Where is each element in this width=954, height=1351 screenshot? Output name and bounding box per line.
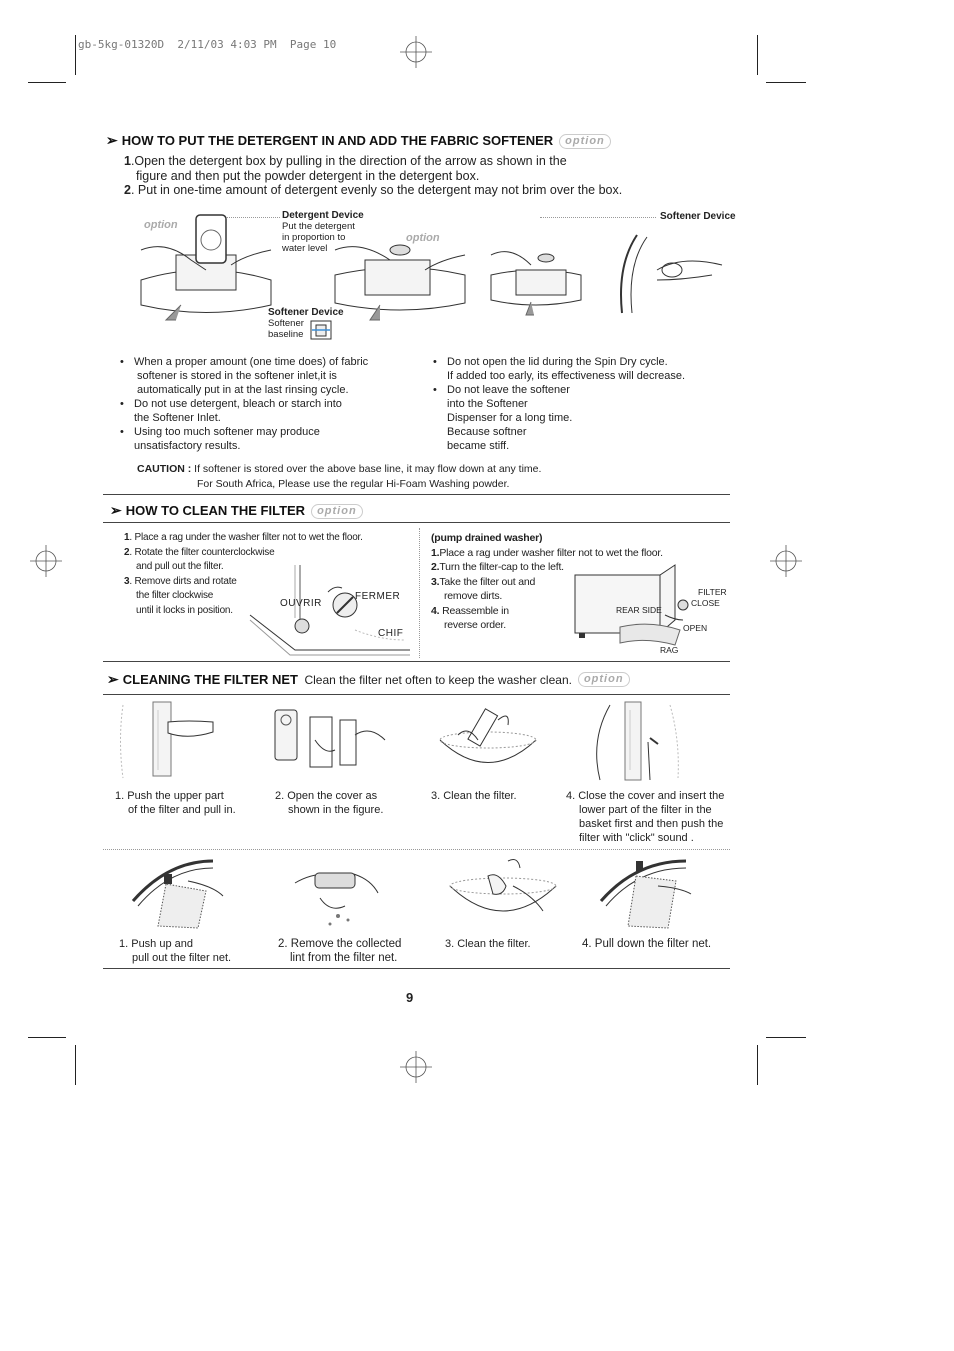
section2-heading bbox=[110, 502, 363, 519]
step-text: until it locks in position. bbox=[136, 604, 233, 616]
crop-mark-bl-h bbox=[28, 1037, 66, 1038]
section3-title: CLEANING THE FILTER NET bbox=[122, 672, 298, 687]
caption-line: 2. Open the cover as bbox=[275, 790, 378, 802]
label-note: Softener bbox=[268, 318, 304, 329]
label-note: baseline bbox=[268, 329, 304, 340]
softener-pour-illustration bbox=[486, 240, 586, 320]
filter-net-row2-step1-illustration bbox=[128, 856, 228, 931]
bullet-item bbox=[431, 355, 731, 383]
caution-note bbox=[137, 462, 737, 492]
row1-caption-2 bbox=[275, 789, 383, 817]
registration-mark-right bbox=[770, 545, 802, 577]
step-text: the filter clockwise bbox=[136, 590, 214, 601]
step-number: 4. bbox=[431, 604, 440, 617]
bullet-line: the Softener Inlet. bbox=[134, 412, 221, 424]
caption-line: 4. Pull down the filter net. bbox=[582, 938, 712, 950]
bullet-line: Because softner bbox=[447, 426, 527, 438]
registration-mark-bottom bbox=[400, 1051, 432, 1083]
softener-device-label-right: Softener Device bbox=[660, 211, 736, 222]
step-text: figure and then put the powder detergent in the detergent box. bbox=[136, 168, 480, 183]
label-note: in proportion to bbox=[282, 232, 346, 243]
step-text: Place a rag under washer filter not to wet the floor. bbox=[439, 546, 663, 559]
section-divider bbox=[103, 494, 730, 495]
section3-subtitle: Clean the filter net often to keep the washer clean. bbox=[304, 673, 572, 687]
crop-mark-br-v bbox=[757, 1045, 758, 1085]
pump-label-close: CLOSE bbox=[691, 598, 720, 608]
label-note: Put the detergent bbox=[282, 221, 355, 232]
caption-line: 3. Clean the filter. bbox=[445, 938, 531, 950]
step-number: 2. bbox=[431, 561, 440, 573]
pump-label-open: OPEN bbox=[683, 623, 708, 633]
caption-line: 3. Clean the filter. bbox=[431, 790, 517, 802]
row2-caption-4 bbox=[582, 937, 711, 951]
print-header: gb-5kg-01320D 2/11/03 4:03 PM Page 10 bbox=[78, 38, 337, 51]
row2-caption-3 bbox=[445, 937, 531, 951]
crop-mark-tr-v bbox=[757, 35, 758, 75]
step-text: and pull out the filter. bbox=[136, 561, 224, 572]
softener-baseline-icon bbox=[310, 320, 332, 340]
bullet-line: • Do not leave the softener bbox=[447, 384, 570, 396]
crop-mark-bl-v bbox=[75, 1045, 76, 1085]
bullet-item bbox=[118, 425, 418, 453]
caption-line: lint from the filter net. bbox=[290, 952, 398, 964]
section1-bullets-left bbox=[118, 355, 418, 453]
filter-net-row2-step2-illustration bbox=[290, 858, 380, 933]
step-text: Turn the filter-cap to the left. bbox=[439, 561, 564, 573]
step-text: . Rotate the filter counterclockwise bbox=[129, 546, 275, 558]
step-text: . Remove dirts and rotate bbox=[129, 575, 237, 587]
registration-mark-top bbox=[400, 36, 432, 68]
step-number: 2 bbox=[124, 546, 130, 558]
bullet-line: unsatisfactory results. bbox=[134, 440, 241, 452]
bullet-line: • Do not use detergent, bleach or starch into bbox=[134, 398, 342, 410]
row1-caption-4 bbox=[566, 789, 724, 845]
section1-heading bbox=[106, 132, 611, 149]
label-title: Softener Device bbox=[268, 307, 344, 318]
step-text: Reassemble in bbox=[439, 604, 509, 617]
bullet-line: became stiff. bbox=[447, 440, 510, 452]
caption-line: shown in the figure. bbox=[288, 804, 384, 816]
bullet-item bbox=[431, 383, 731, 453]
row2-caption-2 bbox=[278, 937, 401, 965]
filter-net-row2-step3-illustration bbox=[448, 856, 558, 931]
step-number: 1. bbox=[431, 546, 440, 559]
section1-bullets-right bbox=[431, 355, 731, 453]
row2-caption-1 bbox=[119, 937, 231, 965]
section3-heading bbox=[107, 671, 630, 689]
step-text: .Open the detergent box by pulling in the direction of the arrow as shown in the bbox=[130, 154, 567, 168]
bullet-line: • When a proper amount (one time does) of fabric bbox=[134, 356, 369, 368]
caption-line: lower part of the filter in the bbox=[579, 804, 712, 816]
caution-text: For South Africa, Please use the regular Hi-Foam Washing powder. bbox=[197, 478, 510, 490]
bullet-line: into the Softener bbox=[447, 398, 528, 410]
arrow-right-icon: ➢ bbox=[107, 671, 119, 687]
row-divider bbox=[103, 849, 730, 850]
crop-mark-tl-v bbox=[75, 35, 76, 75]
label-note: water level bbox=[282, 243, 328, 254]
step-number: 2 bbox=[124, 183, 131, 197]
pump-step bbox=[431, 546, 701, 561]
section1-title: HOW TO PUT THE DETERGENT IN AND ADD THE FABRIC SOFTENER bbox=[121, 133, 554, 148]
filter-dial-illustration bbox=[250, 560, 410, 660]
step-number: 3. bbox=[431, 575, 440, 588]
detergent-box-illustration-1 bbox=[136, 210, 276, 330]
step-text: reverse order. bbox=[444, 619, 506, 631]
dial-label-chif: CHIF bbox=[378, 628, 404, 639]
filter-net-step3-illustration bbox=[438, 705, 538, 780]
option-badge: option bbox=[144, 219, 178, 231]
filter-net-step1-illustration bbox=[118, 700, 228, 780]
pump-label-filter: FILTER bbox=[698, 587, 727, 597]
section-divider bbox=[103, 522, 730, 523]
bullet-line: • Using too much softener may produce bbox=[134, 426, 320, 438]
caution-label: CAUTION : bbox=[137, 463, 192, 475]
step-text: Take the filter out and bbox=[439, 575, 536, 588]
section1-step1 bbox=[124, 154, 684, 183]
bullet-item bbox=[118, 355, 418, 397]
label-title: Detergent Device bbox=[282, 210, 364, 221]
crop-mark-br-h bbox=[766, 1037, 806, 1038]
leader-line bbox=[226, 217, 280, 218]
crop-mark-tr-h bbox=[766, 82, 806, 83]
dial-label-fermer: FERMER bbox=[355, 591, 401, 602]
filter-net-row2-step4-illustration bbox=[596, 856, 696, 931]
caption-line: filter with "click" sound . bbox=[579, 832, 694, 844]
caption-line: basket first and then push the bbox=[579, 818, 724, 830]
leader-line bbox=[540, 217, 656, 218]
caution-text: If softener is stored over the above base line, it may flow down at any time. bbox=[194, 463, 542, 475]
detergent-box-illustration-2 bbox=[330, 225, 470, 325]
row1-caption-3 bbox=[431, 789, 517, 803]
bullet-line: • Do not open the lid during the Spin Dry cycle. bbox=[447, 356, 668, 368]
pump-title: (pump drained washer) bbox=[431, 532, 543, 544]
caption-line: 1. Push the upper part bbox=[115, 790, 224, 802]
step-number: 1 bbox=[124, 154, 131, 168]
pump-label-rag: RAG bbox=[660, 645, 679, 655]
bullet-item bbox=[118, 397, 418, 425]
option-badge: option bbox=[406, 232, 440, 244]
section2-column-divider bbox=[419, 528, 421, 658]
step-number: 3 bbox=[124, 575, 130, 587]
bullet-line: If added too early, its effectiveness will decrease. bbox=[447, 370, 686, 382]
section-divider bbox=[103, 694, 730, 695]
bullet-line: Dispenser for a long time. bbox=[447, 412, 573, 424]
step-number: 1 bbox=[124, 532, 130, 543]
caption-line: of the filter and pull in. bbox=[128, 804, 236, 816]
filter-step bbox=[124, 531, 414, 546]
option-badge: option bbox=[559, 134, 611, 149]
step-text: . Put in one-time amount of detergent evenly so the detergent may not brim over the box. bbox=[130, 183, 623, 197]
filter-step bbox=[124, 546, 414, 561]
row1-caption-1 bbox=[115, 789, 236, 817]
section-divider bbox=[103, 661, 730, 662]
registration-mark-left bbox=[30, 545, 62, 577]
bullet-line: softener is stored in the softener inlet,it is bbox=[137, 370, 337, 382]
section2-title: HOW TO CLEAN THE FILTER bbox=[125, 503, 306, 518]
step-text: . Place a rag under the washer filter not to wet the floor. bbox=[129, 532, 363, 543]
caption-line: 4. Close the cover and insert the bbox=[566, 790, 725, 802]
page-number: 9 bbox=[406, 990, 414, 1005]
caption-line: pull out the filter net. bbox=[132, 952, 232, 964]
pump-label-rear-side: REAR SIDE bbox=[616, 605, 662, 615]
arrow-right-icon: ➢ bbox=[106, 132, 118, 148]
caption-line: 2. Remove the collected bbox=[278, 938, 402, 950]
option-badge: option bbox=[578, 672, 630, 687]
step-text: remove dirts. bbox=[444, 590, 503, 602]
section-divider bbox=[103, 968, 730, 969]
bullet-line: automatically put in at the last rinsing cycle. bbox=[137, 384, 349, 396]
arrow-right-icon: ➢ bbox=[110, 502, 122, 518]
caption-line: 1. Push up and bbox=[119, 938, 194, 950]
section1-step2 bbox=[124, 183, 684, 198]
filter-net-step2-illustration bbox=[270, 705, 390, 780]
softener-device-label-lower bbox=[268, 307, 344, 340]
softener-device-illustration bbox=[612, 225, 732, 315]
filter-net-step4-illustration bbox=[590, 700, 690, 782]
dial-label-ouvrir: OUVRIR bbox=[280, 598, 322, 609]
option-badge: option bbox=[311, 504, 363, 519]
crop-mark-tl-h bbox=[28, 82, 66, 83]
